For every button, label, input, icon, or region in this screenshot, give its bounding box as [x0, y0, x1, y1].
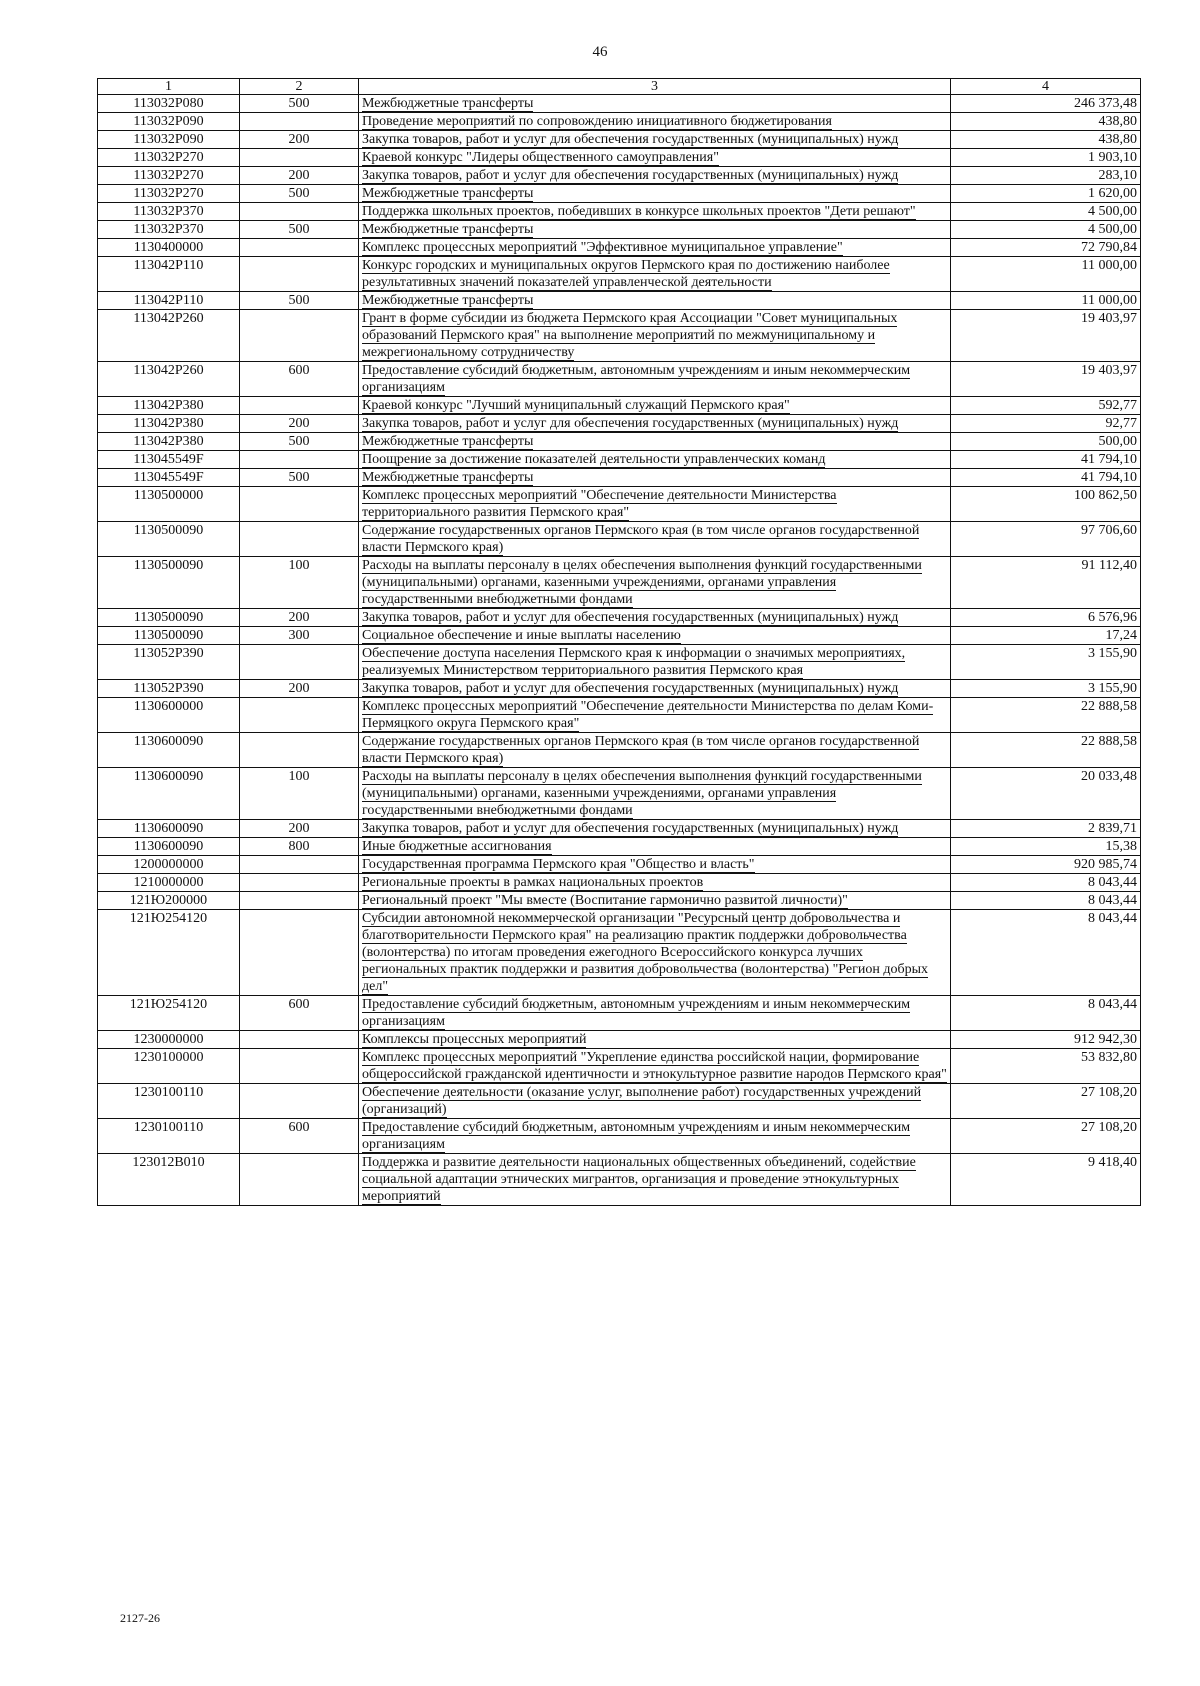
code-cell: 113052P390 — [98, 680, 240, 698]
kvr-cell: 200 — [240, 131, 359, 149]
name-cell — [359, 680, 951, 698]
table-row — [98, 820, 1141, 838]
name-cell — [359, 292, 951, 310]
name-text: Поощрение за достижение показателей деятельности управленческих команд — [362, 452, 826, 467]
table-row — [98, 557, 1141, 609]
kvr-cell — [240, 149, 359, 167]
kvr-cell: 200 — [240, 680, 359, 698]
kvr-cell: 600 — [240, 362, 359, 397]
sum-cell: 438,80 — [951, 113, 1141, 131]
name-cell — [359, 95, 951, 113]
sum-cell: 15,38 — [951, 838, 1141, 856]
kvr-cell — [240, 1084, 359, 1119]
code-cell: 1130600000 — [98, 698, 240, 733]
table-row — [98, 1154, 1141, 1206]
code-cell: 1130500090 — [98, 609, 240, 627]
name-cell — [359, 1031, 951, 1049]
kvr-cell — [240, 1154, 359, 1206]
kvr-cell — [240, 522, 359, 557]
code-cell: 113042P380 — [98, 397, 240, 415]
name-cell — [359, 820, 951, 838]
name-cell — [359, 1084, 951, 1119]
table-row — [98, 131, 1141, 149]
code-cell: 113032P270 — [98, 149, 240, 167]
table-row — [98, 910, 1141, 996]
sum-cell: 19 403,97 — [951, 310, 1141, 362]
kvr-cell: 500 — [240, 185, 359, 203]
sum-cell: 20 033,48 — [951, 768, 1141, 820]
kvr-cell — [240, 487, 359, 522]
sum-cell: 17,24 — [951, 627, 1141, 645]
table-row — [98, 645, 1141, 680]
name-text: Комплекс процессных мероприятий "Обеспечение деятельности Министерства по делам Коми-Пермяцкого округа Пермского края" — [362, 699, 934, 731]
sum-cell: 8 043,44 — [951, 910, 1141, 996]
name-cell — [359, 487, 951, 522]
table-row — [98, 1084, 1141, 1119]
table-row — [98, 1049, 1141, 1084]
kvr-cell: 600 — [240, 996, 359, 1031]
kvr-cell — [240, 203, 359, 221]
name-cell — [359, 310, 951, 362]
kvr-cell: 100 — [240, 768, 359, 820]
kvr-cell — [240, 874, 359, 892]
kvr-cell: 300 — [240, 627, 359, 645]
table-row — [98, 113, 1141, 131]
name-text: Комплекс процессных мероприятий "Укрепление единства российской нации, формирование общероссийской гражданской идентичности и этнокультурное развитие народов Пермского края" — [362, 1050, 947, 1082]
sum-cell: 11 000,00 — [951, 257, 1141, 292]
name-text: Межбюджетные трансферты — [362, 293, 534, 308]
code-cell: 1230000000 — [98, 1031, 240, 1049]
code-cell: 113032P370 — [98, 221, 240, 239]
code-cell: 1130600090 — [98, 768, 240, 820]
table-row — [98, 487, 1141, 522]
sum-cell: 100 862,50 — [951, 487, 1141, 522]
name-text: Межбюджетные трансферты — [362, 434, 534, 449]
table-body — [98, 95, 1141, 1206]
sum-cell: 9 418,40 — [951, 1154, 1141, 1206]
name-cell — [359, 609, 951, 627]
name-cell — [359, 522, 951, 557]
code-cell: 113045549F — [98, 469, 240, 487]
sum-cell: 4 500,00 — [951, 221, 1141, 239]
kvr-cell: 200 — [240, 415, 359, 433]
kvr-cell: 500 — [240, 95, 359, 113]
code-cell: 1130500090 — [98, 557, 240, 609]
table-row — [98, 397, 1141, 415]
sum-cell: 2 839,71 — [951, 820, 1141, 838]
name-text: Межбюджетные трансферты — [362, 96, 534, 111]
name-text: Конкурс городских и муниципальных округов Пермского края по достижению наиболее результативных значений показателей управленческой деятельности — [362, 258, 890, 290]
kvr-cell — [240, 257, 359, 292]
kvr-cell: 500 — [240, 469, 359, 487]
name-cell — [359, 451, 951, 469]
page-number: 46 — [592, 44, 608, 60]
column-header-1: 1 — [98, 79, 240, 95]
kvr-cell — [240, 910, 359, 996]
name-cell — [359, 131, 951, 149]
name-text: Межбюджетные трансферты — [362, 222, 534, 237]
table-row — [98, 609, 1141, 627]
name-text: Межбюджетные трансферты — [362, 186, 534, 201]
table-row — [98, 698, 1141, 733]
name-cell — [359, 415, 951, 433]
kvr-cell — [240, 733, 359, 768]
sum-cell: 246 373,48 — [951, 95, 1141, 113]
code-cell: 113032P090 — [98, 113, 240, 131]
kvr-cell: 500 — [240, 221, 359, 239]
table-row — [98, 768, 1141, 820]
code-cell: 121Ю254120 — [98, 910, 240, 996]
kvr-cell: 500 — [240, 292, 359, 310]
table-row — [98, 856, 1141, 874]
kvr-cell: 200 — [240, 820, 359, 838]
kvr-cell — [240, 310, 359, 362]
sum-cell: 27 108,20 — [951, 1084, 1141, 1119]
code-cell: 113032P270 — [98, 167, 240, 185]
table-row — [98, 892, 1141, 910]
kvr-cell: 500 — [240, 433, 359, 451]
table-row — [98, 149, 1141, 167]
code-cell: 1130500000 — [98, 487, 240, 522]
code-cell: 113032P270 — [98, 185, 240, 203]
code-cell: 113042P260 — [98, 362, 240, 397]
code-cell: 1230100110 — [98, 1084, 240, 1119]
name-cell — [359, 203, 951, 221]
code-cell: 1230100110 — [98, 1119, 240, 1154]
table-row — [98, 221, 1141, 239]
sum-cell: 27 108,20 — [951, 1119, 1141, 1154]
sum-cell: 3 155,90 — [951, 645, 1141, 680]
table-row — [98, 257, 1141, 292]
code-cell: 121Ю254120 — [98, 996, 240, 1031]
code-cell: 1130600090 — [98, 838, 240, 856]
sum-cell: 438,80 — [951, 131, 1141, 149]
name-cell — [359, 221, 951, 239]
sum-cell: 97 706,60 — [951, 522, 1141, 557]
code-cell: 1200000000 — [98, 856, 240, 874]
table-row — [98, 203, 1141, 221]
name-text: Предоставление субсидий бюджетным, автономным учреждениям и иным некоммерческим организациям — [362, 363, 911, 395]
name-text: Поддержка школьных проектов, победивших в конкурсе школьных проектов "Дети решают" — [362, 204, 916, 219]
table-row — [98, 469, 1141, 487]
code-cell: 1130400000 — [98, 239, 240, 257]
name-text: Комплекс процессных мероприятий "Обеспечение деятельности Министерства территориального развития Пермского края" — [362, 488, 837, 520]
sum-cell: 920 985,74 — [951, 856, 1141, 874]
name-cell — [359, 167, 951, 185]
table-header-row — [98, 79, 1141, 95]
name-text: Проведение мероприятий по сопровождению инициативного бюджетирования — [362, 114, 832, 129]
kvr-cell: 800 — [240, 838, 359, 856]
sum-cell: 41 794,10 — [951, 469, 1141, 487]
table-row — [98, 239, 1141, 257]
code-cell: 121Ю200000 — [98, 892, 240, 910]
kvr-cell: 600 — [240, 1119, 359, 1154]
code-cell: 113032P080 — [98, 95, 240, 113]
name-text: Закупка товаров, работ и услуг для обеспечения государственных (муниципальных) нужд — [362, 168, 899, 183]
table-row — [98, 433, 1141, 451]
name-text: Предоставление субсидий бюджетным, автономным учреждениям и иным некоммерческим организациям — [362, 1120, 911, 1152]
name-text: Закупка товаров, работ и услуг для обеспечения государственных (муниципальных) нужд — [362, 610, 899, 625]
sum-cell: 92,77 — [951, 415, 1141, 433]
table-row — [98, 733, 1141, 768]
kvr-cell — [240, 1031, 359, 1049]
sum-cell: 6 576,96 — [951, 609, 1141, 627]
code-cell: 113042P110 — [98, 257, 240, 292]
name-cell — [359, 1049, 951, 1084]
kvr-cell: 200 — [240, 609, 359, 627]
sum-cell: 11 000,00 — [951, 292, 1141, 310]
name-text: Расходы на выплаты персоналу в целях обеспечения выполнения функций государственными (муниципальными) органами, казенными учреждениями, органами управления государственными внебюджетными фондами — [362, 558, 922, 607]
footer-code: 2127-26 — [120, 1611, 160, 1625]
table-row — [98, 292, 1141, 310]
sum-cell: 8 043,44 — [951, 892, 1141, 910]
name-text: Иные бюджетные ассигнования — [362, 839, 552, 854]
sum-cell: 19 403,97 — [951, 362, 1141, 397]
sum-cell: 592,77 — [951, 397, 1141, 415]
table-row — [98, 627, 1141, 645]
sum-cell: 22 888,58 — [951, 698, 1141, 733]
sum-cell: 500,00 — [951, 433, 1141, 451]
name-text: Региональный проект "Мы вместе (Воспитание гармонично развитой личности)" — [362, 893, 848, 908]
code-cell: 113032P370 — [98, 203, 240, 221]
kvr-cell: 100 — [240, 557, 359, 609]
kvr-cell — [240, 645, 359, 680]
name-cell — [359, 910, 951, 996]
name-cell — [359, 768, 951, 820]
table-row — [98, 451, 1141, 469]
sum-cell: 91 112,40 — [951, 557, 1141, 609]
code-cell: 113032P090 — [98, 131, 240, 149]
name-text: Обеспечение деятельности (оказание услуг, выполнение работ) государственных учреждений (организаций) — [362, 1085, 922, 1117]
name-text: Содержание государственных органов Пермского края (в том числе органов государственной власти Пермского края) — [362, 523, 920, 555]
name-text: Комплекс процессных мероприятий "Эффективное муниципальное управление" — [362, 240, 843, 255]
sum-cell: 283,10 — [951, 167, 1141, 185]
table-row — [98, 167, 1141, 185]
name-text: Субсидии автономной некоммерческой организации "Ресурсный центр добровольчества и благотворительности Пермского края" на реализацию практик поддержки добровольчества (волонтерства) по итогам проведения ежегодного Всероссийского конкурса лучших региональных практик поддержки и развития добровольчества (волонтерства) "Регион добрых дел" — [362, 911, 928, 994]
kvr-cell — [240, 451, 359, 469]
kvr-cell — [240, 239, 359, 257]
name-cell — [359, 113, 951, 131]
code-cell: 113052P390 — [98, 645, 240, 680]
sum-cell: 912 942,30 — [951, 1031, 1141, 1049]
sum-cell: 4 500,00 — [951, 203, 1141, 221]
sum-cell: 72 790,84 — [951, 239, 1141, 257]
name-cell — [359, 1154, 951, 1206]
sum-cell: 22 888,58 — [951, 733, 1141, 768]
name-text: Предоставление субсидий бюджетным, автономным учреждениям и иным некоммерческим организациям — [362, 997, 911, 1029]
name-text: Закупка товаров, работ и услуг для обеспечения государственных (муниципальных) нужд — [362, 821, 899, 836]
name-cell — [359, 1119, 951, 1154]
table-row — [98, 362, 1141, 397]
code-cell: 1130600090 — [98, 820, 240, 838]
budget-table — [97, 78, 1141, 1206]
table-row — [98, 415, 1141, 433]
name-cell — [359, 149, 951, 167]
name-text: Закупка товаров, работ и услуг для обеспечения государственных (муниципальных) нужд — [362, 132, 899, 147]
name-cell — [359, 856, 951, 874]
table-row — [98, 838, 1141, 856]
code-cell: 113042P110 — [98, 292, 240, 310]
name-cell — [359, 874, 951, 892]
name-text: Государственная программа Пермского края "Общество и власть" — [362, 857, 755, 872]
kvr-cell: 200 — [240, 167, 359, 185]
name-cell — [359, 469, 951, 487]
table-row — [98, 185, 1141, 203]
sum-cell: 41 794,10 — [951, 451, 1141, 469]
kvr-cell — [240, 698, 359, 733]
name-cell — [359, 645, 951, 680]
name-cell — [359, 557, 951, 609]
table-row — [98, 874, 1141, 892]
name-text: Закупка товаров, работ и услуг для обеспечения государственных (муниципальных) нужд — [362, 416, 899, 431]
sum-cell: 3 155,90 — [951, 680, 1141, 698]
code-cell: 113042P260 — [98, 310, 240, 362]
sum-cell: 8 043,44 — [951, 996, 1141, 1031]
name-cell — [359, 892, 951, 910]
table-row — [98, 95, 1141, 113]
name-cell — [359, 733, 951, 768]
name-cell — [359, 698, 951, 733]
name-text: Закупка товаров, работ и услуг для обеспечения государственных (муниципальных) нужд — [362, 681, 899, 696]
name-text: Содержание государственных органов Пермского края (в том числе органов государственной власти Пермского края) — [362, 734, 920, 766]
name-cell — [359, 397, 951, 415]
name-text: Грант в форме субсидии из бюджета Пермского края Ассоциации "Совет муниципальных образований Пермского края" на выполнение мероприятий по межмуниципальному и межрегиональному сотрудничеству — [362, 311, 898, 360]
code-cell: 1130600090 — [98, 733, 240, 768]
kvr-cell — [240, 1049, 359, 1084]
table-row — [98, 680, 1141, 698]
kvr-cell — [240, 113, 359, 131]
table-row — [98, 996, 1141, 1031]
kvr-cell — [240, 892, 359, 910]
name-cell — [359, 996, 951, 1031]
name-cell — [359, 185, 951, 203]
column-header-3: 3 — [359, 79, 951, 95]
name-cell — [359, 627, 951, 645]
name-text: Комплексы процессных мероприятий — [362, 1032, 587, 1047]
code-cell: 113045549F — [98, 451, 240, 469]
sum-cell: 1 903,10 — [951, 149, 1141, 167]
name-cell — [359, 433, 951, 451]
name-cell — [359, 257, 951, 292]
code-cell: 123012B010 — [98, 1154, 240, 1206]
sum-cell: 1 620,00 — [951, 185, 1141, 203]
sum-cell: 8 043,44 — [951, 874, 1141, 892]
sum-cell: 53 832,80 — [951, 1049, 1141, 1084]
name-text: Краевой конкурс "Лидеры общественного самоуправления" — [362, 150, 719, 165]
name-cell — [359, 239, 951, 257]
code-cell: 1130500090 — [98, 522, 240, 557]
name-cell — [359, 838, 951, 856]
kvr-cell — [240, 856, 359, 874]
code-cell: 1230100000 — [98, 1049, 240, 1084]
name-text: Поддержка и развитие деятельности национальных общественных объединений, содействие социальной адаптации этнических мигрантов, организация и проведение этнокультурных мероприятий — [362, 1155, 916, 1204]
code-cell: 113042P380 — [98, 415, 240, 433]
name-text: Региональные проекты в рамках национальных проектов — [362, 875, 704, 890]
column-header-4: 4 — [951, 79, 1141, 95]
name-text: Межбюджетные трансферты — [362, 470, 534, 485]
name-text: Краевой конкурс "Лучший муниципальный служащий Пермского края" — [362, 398, 790, 413]
table-row — [98, 522, 1141, 557]
table-row — [98, 1119, 1141, 1154]
table-row — [98, 1031, 1141, 1049]
code-cell: 1210000000 — [98, 874, 240, 892]
name-text: Социальное обеспечение и иные выплаты населению — [362, 628, 681, 643]
name-text: Обеспечение доступа населения Пермского края к информации о значимых мероприятиях, реализуемых Министерством территориального развития Пермского края — [362, 646, 906, 678]
code-cell: 1130500090 — [98, 627, 240, 645]
code-cell: 113042P380 — [98, 433, 240, 451]
kvr-cell — [240, 397, 359, 415]
name-cell — [359, 362, 951, 397]
column-header-2: 2 — [240, 79, 359, 95]
table-row — [98, 310, 1141, 362]
name-text: Расходы на выплаты персоналу в целях обеспечения выполнения функций государственными (муниципальными) органами, казенными учреждениями, органами управления государственными внебюджетными фондами — [362, 769, 922, 818]
